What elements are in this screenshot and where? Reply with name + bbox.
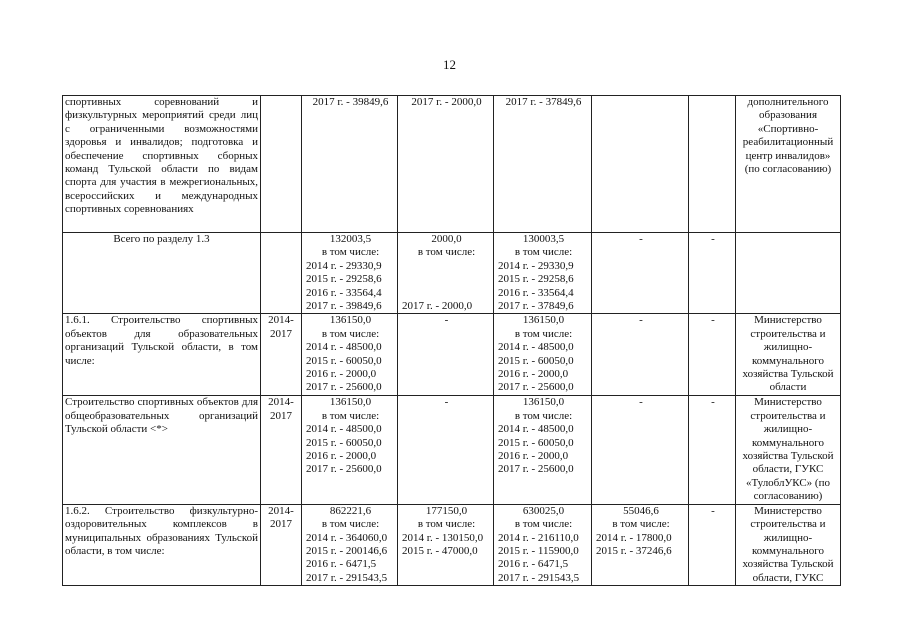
amount-line [400, 273, 491, 286]
regional-funding-cell [494, 314, 592, 396]
table-row [63, 504, 841, 585]
amount-line: 136150,0 [329, 396, 372, 409]
amount-line: 2017 г. - 25600,0 [306, 463, 382, 476]
amount-line: 130003,5 [522, 233, 565, 245]
activity-name-cell [63, 96, 261, 233]
period-cell [261, 504, 302, 585]
cell-text: дополнительного образования «Спортивно-реабилитационный центр инвалидов» (по согласованию) [742, 96, 834, 176]
federal-funding-cell [398, 233, 494, 314]
activity-name-cell [63, 233, 261, 314]
amount-line: 2017 г. - 2000,0 [402, 300, 473, 313]
cell-value: - [639, 233, 643, 245]
cell-text: Министерство строительства и жилищно-коммунального хозяйства Тульской области [742, 314, 834, 394]
amount-line: 2014 г. - 17800,0 [596, 531, 672, 544]
amount-line: 2015 г. - 37246,6 [596, 544, 672, 557]
amount-line: 2014 г. - 216110,0 [498, 531, 579, 544]
amount-line: 2016 г. - 2000,0 [306, 450, 377, 463]
amount-line: 2017 г. - 39849,6 [306, 300, 382, 313]
cell-text: 1.6.1. Строительство спортивных объектов для образовательных организаций Тульской области, в том числе: [65, 314, 258, 367]
executor-cell [736, 96, 841, 233]
executor-cell [736, 504, 841, 585]
amount-line: в том числе: [514, 327, 573, 340]
cell-value: - [711, 504, 715, 517]
cell-text: Строительство спортивных объектов для общеобразовательных организаций Тульской области <*> [65, 396, 258, 436]
executor-cell [736, 314, 841, 396]
amount-line: 55046,6 [623, 504, 659, 517]
amount-line: 2016 г. - 2000,0 [498, 450, 569, 463]
table-row [63, 233, 841, 314]
amount-line: 2015 г. - 60050,0 [306, 354, 382, 367]
amount-line: 2016 г. - 2000,0 [498, 368, 569, 381]
regional-funding-cell [494, 96, 592, 233]
regional-funding-cell [494, 233, 592, 314]
cell-value: - [639, 314, 643, 327]
amount-line: 2016 г. - 33564,4 [306, 286, 382, 299]
amount-line: 2015 г. - 115900,0 [498, 544, 579, 557]
extrabudget-funding-cell [689, 396, 736, 504]
executor-cell [736, 233, 841, 314]
extrabudget-funding-cell [689, 504, 736, 585]
municipal-funding-cell [592, 96, 689, 233]
activity-name-cell [63, 314, 261, 396]
total-funding-cell [302, 314, 398, 396]
amount-line: 630025,0 [522, 504, 565, 517]
cell-text: Всего по разделу 1.3 [113, 233, 210, 245]
amount-line: 2015 г. - 47000,0 [402, 544, 478, 557]
cell-text: 2014-2017 [268, 396, 294, 422]
cell-text: 2014-2017 [268, 314, 294, 340]
table-row [63, 96, 841, 233]
cell-text: спортивных соревнований и физкультурных мероприятий среди лиц с ограниченными возможностями здоровья и инвалидов; подготовка и обеспечение спортивных сборных команд Тульской области по видам спорта для участия в межрегиональных, всероссийских и международных спортивных соревнованиях [65, 96, 258, 216]
amount-line: 2000,0 [431, 233, 462, 245]
table-row [63, 314, 841, 396]
cell-text: 1.6.2. Строительство физкультурно-оздоровительных комплексов в муниципальных образованиях Тульской области, в том числе: [65, 504, 258, 557]
municipal-funding-cell [592, 233, 689, 314]
amount-line: 2017 г. - 291543,5 [498, 571, 580, 584]
cell-value: - [711, 314, 715, 327]
amount-line: 2017 г. - 2000,0 [411, 96, 482, 108]
amount-line: в том числе: [321, 246, 380, 259]
amount-line: 2015 г. - 29258,6 [498, 273, 574, 286]
amount-line: 2016 г. - 6471,5 [498, 558, 569, 571]
amount-line: 2015 г. - 29258,6 [306, 273, 382, 286]
amount-line: 2014 г. - 48500,0 [306, 423, 382, 436]
amount-line: в том числе: [514, 409, 573, 422]
amount-line: 2015 г. - 60050,0 [306, 436, 382, 449]
amount-line: 132003,5 [329, 233, 372, 245]
amount-line: в том числе: [514, 246, 573, 259]
amount-line: 2016 г. - 2000,0 [306, 368, 377, 381]
municipal-funding-cell [592, 504, 689, 585]
federal-funding-cell [398, 396, 494, 504]
amount-line: 2017 г. - 37849,6 [498, 300, 574, 313]
municipal-funding-cell [592, 396, 689, 504]
amount-line: в том числе: [417, 518, 476, 531]
extrabudget-funding-cell [689, 96, 736, 233]
cell-value: - [639, 396, 643, 409]
period-cell [261, 233, 302, 314]
activity-name-cell [63, 396, 261, 504]
federal-funding-cell [398, 504, 494, 585]
amount-line: 862221,6 [329, 504, 372, 517]
municipal-funding-cell [592, 314, 689, 396]
amount-line: 2017 г. - 39849,6 [312, 96, 389, 108]
amount-line [400, 260, 491, 273]
total-funding-cell [302, 504, 398, 585]
amount-line: 2014 г. - 364060,0 [306, 531, 388, 544]
total-funding-cell [302, 396, 398, 504]
table-row [63, 396, 841, 504]
activity-name-cell [63, 504, 261, 585]
amount-line: 2016 г. - 6471,5 [306, 558, 377, 571]
program-budget-table [62, 95, 841, 586]
extrabudget-funding-cell [689, 314, 736, 396]
period-cell [261, 314, 302, 396]
amount-line: 2015 г. - 60050,0 [498, 354, 574, 367]
amount-line: 136150,0 [522, 396, 565, 409]
amount-line: 2014 г. - 29330,9 [306, 259, 382, 272]
period-cell [261, 96, 302, 233]
amount-line: - [444, 314, 449, 327]
cell-text: 2014-2017 [268, 504, 294, 531]
amount-line: 2017 г. - 25600,0 [498, 381, 574, 394]
amount-line: 2017 г. - 25600,0 [306, 381, 382, 394]
amount-line: 136150,0 [522, 314, 565, 327]
amount-line: в том числе: [612, 518, 670, 531]
amount-line: 2015 г. - 60050,0 [498, 436, 574, 449]
amount-line [400, 287, 491, 300]
amount-line: в том числе: [417, 246, 476, 259]
amount-line: в том числе: [321, 409, 380, 422]
cell-value: - [711, 396, 715, 409]
amount-line: в том числе: [321, 327, 380, 340]
amount-line: 2017 г. - 25600,0 [498, 463, 574, 476]
total-funding-cell [302, 233, 398, 314]
regional-funding-cell [494, 504, 592, 585]
executor-cell [736, 396, 841, 504]
amount-line: 2014 г. - 48500,0 [498, 423, 574, 436]
table-body [63, 96, 841, 586]
amount-line: 2014 г. - 48500,0 [306, 341, 382, 354]
amount-line: 2017 г. - 37849,6 [505, 96, 582, 108]
amount-line: 2014 г. - 48500,0 [498, 341, 574, 354]
cell-value: - [711, 233, 715, 245]
total-funding-cell [302, 96, 398, 233]
cell-text: Министерство строительства и жилищно-коммунального хозяйства Тульской области, ГУКС «ТулоблУКС» (по согласованию) [742, 396, 834, 503]
amount-line: 136150,0 [329, 314, 372, 327]
amount-line: 2014 г. - 130150,0 [402, 531, 484, 544]
period-cell [261, 396, 302, 504]
page-number: 12 [443, 57, 456, 72]
amount-line: 2016 г. - 33564,4 [498, 286, 574, 299]
amount-line: в том числе: [321, 518, 380, 531]
amount-line: 177150,0 [425, 504, 468, 517]
amount-line: 2014 г. - 29330,9 [498, 259, 574, 272]
amount-line: 2015 г. - 200146,6 [306, 544, 388, 557]
cell-text: Министерство строительства и жилищно-коммунального хозяйства Тульской области, ГУКС [742, 504, 834, 584]
amount-line: 2017 г. - 291543,5 [306, 571, 388, 584]
regional-funding-cell [494, 396, 592, 504]
amount-line: в том числе: [514, 518, 573, 531]
federal-funding-cell [398, 314, 494, 396]
amount-line: - [444, 396, 449, 409]
extrabudget-funding-cell [689, 233, 736, 314]
federal-funding-cell [398, 96, 494, 233]
